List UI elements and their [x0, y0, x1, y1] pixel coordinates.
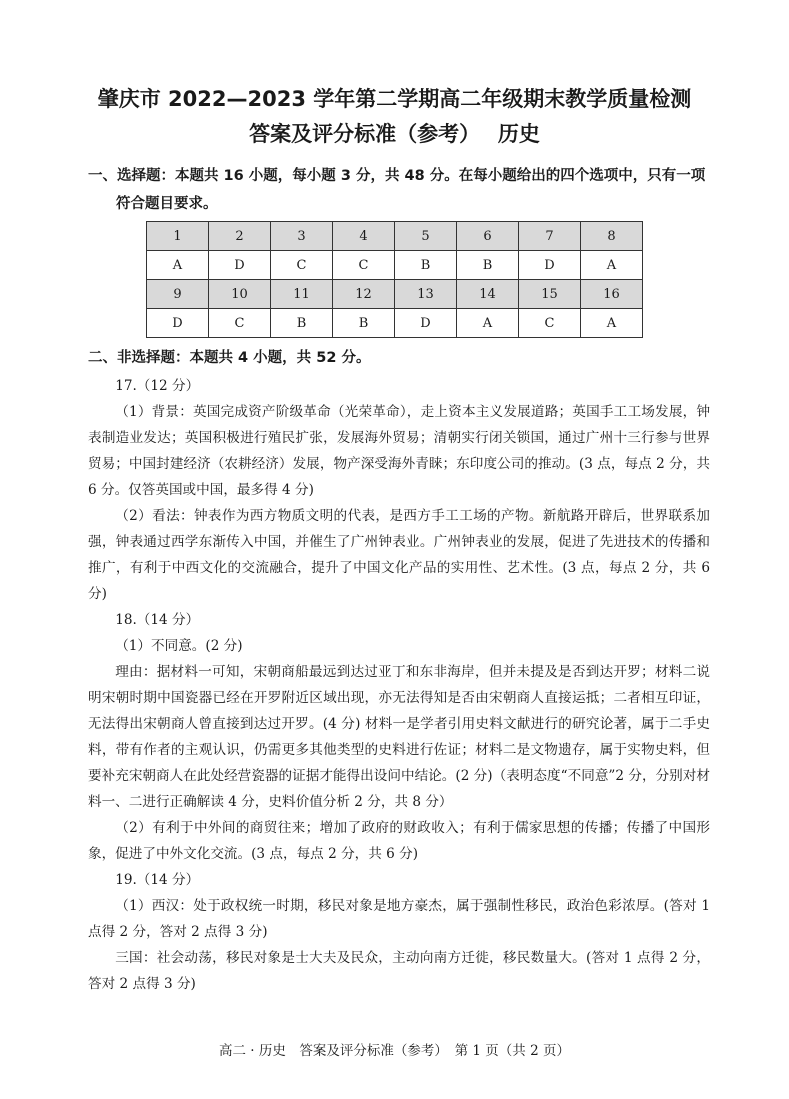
- table-cell: A: [147, 251, 209, 280]
- table-cell: B: [333, 309, 395, 338]
- table-cell: 6: [457, 222, 519, 251]
- table-cell: D: [395, 309, 457, 338]
- table-cell: B: [457, 251, 519, 280]
- table-cell: 7: [519, 222, 581, 251]
- table-cell: D: [147, 309, 209, 338]
- question-18-reason: 理由：据材料一可知，宋朝商船最远到达过亚丁和东非海岸，但并未提及是否到达开罗；材料二说明宋朝时期中国瓷器已经在开罗附近区域出现，亦无法得知是否由宋朝商人直接运抵；二者相互印证，无法得出宋朝商人曾直接到达过开罗。(4 分) 材料一是学者引用史料文献进行的研究论著，属于二手史料，带有作者的主观认识，仍需更多其他类型的史料进行佐证；材料二是文物遗存，属于实物史料，但要补充宋朝商人在此处经营瓷器的证据才能得出设问中结论。(2 分)（表明态度“不同意”2 分，分别对材料一、二进行正确解读 4 分，史料价值分析 2 分，共 8 分）: [88, 664, 710, 810]
- table-cell: 16: [581, 280, 643, 309]
- table-cell: B: [395, 251, 457, 280]
- question-19-part-1-xihan: （1）西汉：处于政权统一时期，移民对象是地方豪杰，属于强制性移民，政治色彩浓厚。(答对 1 点得 2 分，答对 2 点得 3 分): [88, 898, 710, 940]
- section-essay-heading: 二、非选择题：本题共 4 小题，共 52 分。: [88, 350, 371, 366]
- question-17-part-1: （1）背景：英国完成资产阶级革命（光荣革命），走上资本主义发展道路；英国手工工场发展，钟表制造业发达；英国积极进行殖民扩张，发展海外贸易；清朝实行闭关锁国，通过广州十三行参与世界贸易；中国封建经济（农耕经济）发展，物产深受海外青睐；东印度公司的推动。(3 点，每点 2 分，共 6 分。仅答英国或中国，最多得 4 分): [88, 404, 710, 498]
- table-cell: 4: [333, 222, 395, 251]
- question-18-part-1: （1）不同意。(2 分): [115, 638, 243, 654]
- table-cell: 12: [333, 280, 395, 309]
- answer-table: [146, 221, 643, 338]
- question-18-part-2: （2）有利于中外间的商贸往来；增加了政府的财政收入；有利于儒家思想的传播；传播了中国形象，促进了中外文化交流。(3 点，每点 2 分，共 6 分): [88, 820, 710, 862]
- table-cell: 14: [457, 280, 519, 309]
- table-row: [147, 309, 643, 338]
- table-cell: 9: [147, 280, 209, 309]
- section-choice-heading-text: 一、选择题：本题共 16 小题，每小题 3 分，共 48 分。在每小题给出的四个选项中，只有一项符合题目要求。: [88, 168, 706, 212]
- table-cell: 10: [209, 280, 271, 309]
- table-cell: 13: [395, 280, 457, 309]
- table-row: [147, 280, 643, 309]
- table-cell: A: [581, 251, 643, 280]
- table-cell: C: [333, 251, 395, 280]
- answer-body: [88, 373, 710, 997]
- table-cell: C: [519, 309, 581, 338]
- page-footer: 高二 · 历史 答案及评分标准（参考） 第 1 页（共 2 页）: [219, 1043, 570, 1059]
- page-subtitle: 答案及评分标准（参考） 历史: [249, 122, 540, 146]
- table-cell: C: [209, 309, 271, 338]
- table-cell: 15: [519, 280, 581, 309]
- table-cell: 8: [581, 222, 643, 251]
- table-cell: B: [271, 309, 333, 338]
- table-cell: 2: [209, 222, 271, 251]
- table-row: [147, 222, 643, 251]
- question-19-part-1-sanguo: 三国：社会动荡，移民对象是士大夫及民众，主动向南方迁徙，移民数量大。(答对 1 点得 2 分，答对 2 点得 3 分): [88, 950, 710, 992]
- table-cell: A: [457, 309, 519, 338]
- page-title: 肇庆市 2022—2023 学年第二学期高二年级期末教学质量检测: [97, 87, 692, 111]
- section-choice-heading: [88, 162, 708, 218]
- table-cell: 3: [271, 222, 333, 251]
- question-17-heading: 17.（12 分）: [115, 378, 200, 394]
- table-row: [147, 251, 643, 280]
- question-19-heading: 19.（14 分）: [115, 872, 200, 888]
- table-cell: D: [519, 251, 581, 280]
- table-cell: 5: [395, 222, 457, 251]
- table-cell: C: [271, 251, 333, 280]
- question-18-heading: 18.（14 分）: [115, 612, 200, 628]
- question-17-part-2: （2）看法：钟表作为西方物质文明的代表，是西方手工工场的产物。新航路开辟后，世界联系加强，钟表通过西学东渐传入中国，并催生了广州钟表业。广州钟表业的发展，促进了先进技术的传播和推广，有利于中西文化的交流融合，提升了中国文化产品的实用性、艺术性。(3 点，每点 2 分，共 6 分): [88, 508, 710, 602]
- table-cell: D: [209, 251, 271, 280]
- table-cell: 1: [147, 222, 209, 251]
- table-cell: A: [581, 309, 643, 338]
- table-cell: 11: [271, 280, 333, 309]
